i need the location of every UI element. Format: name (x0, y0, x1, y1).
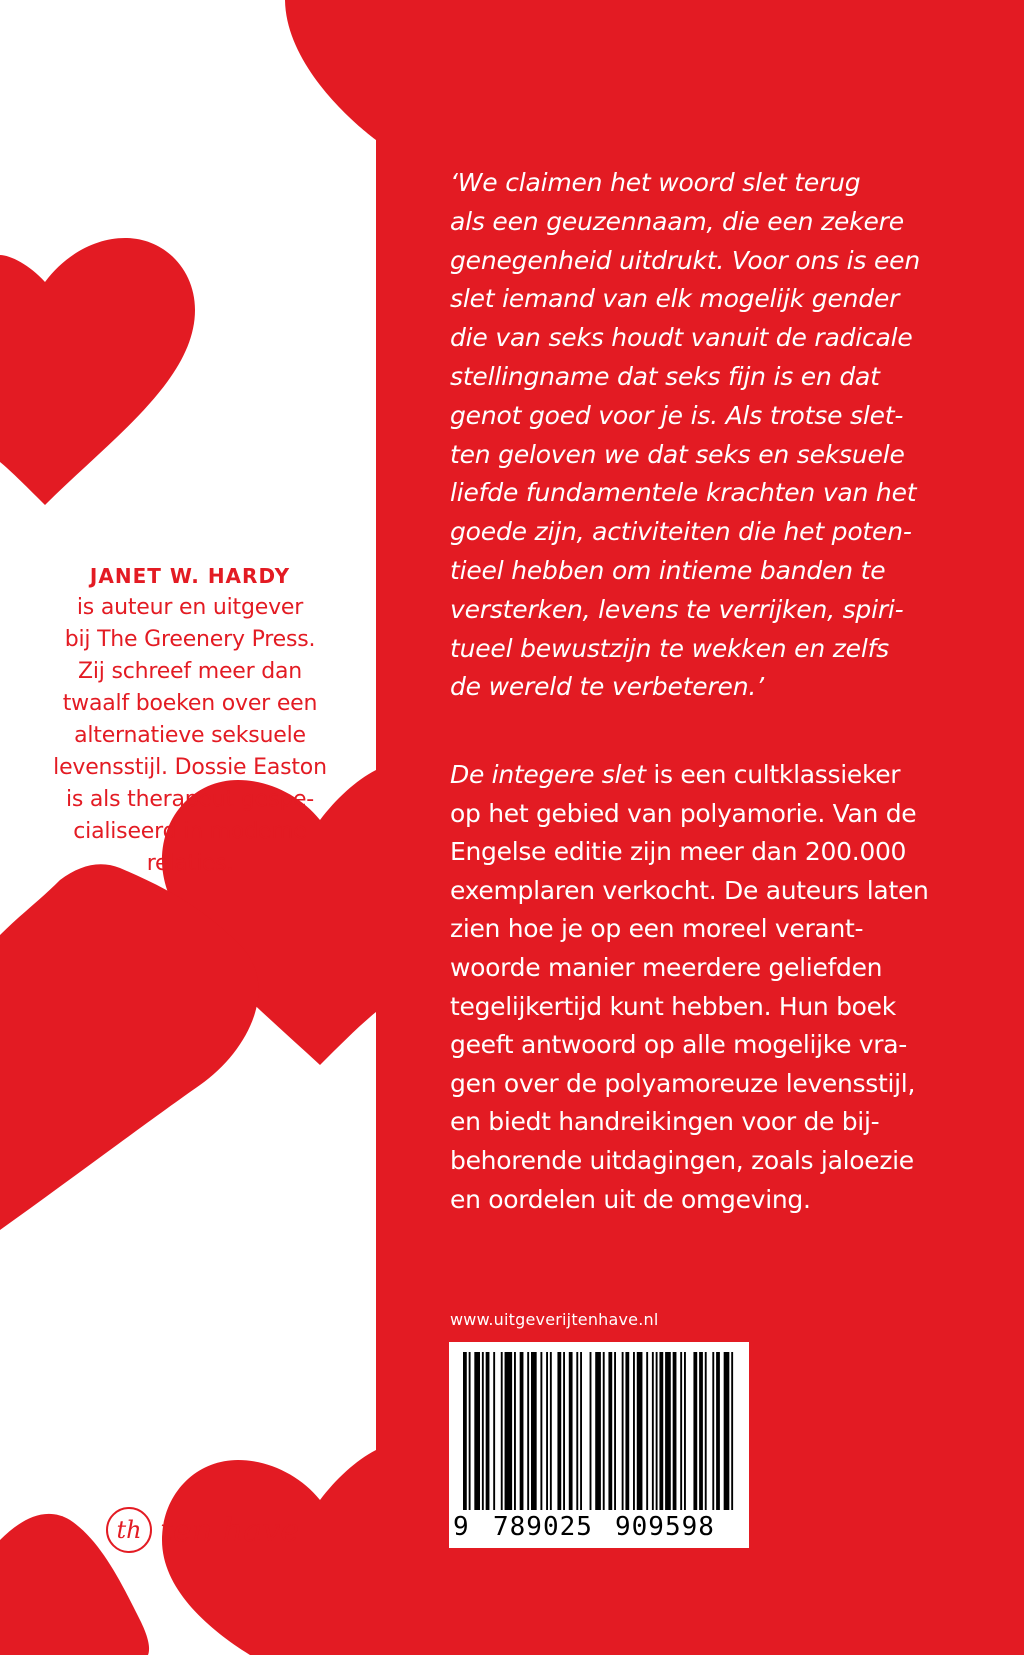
barcode-bar (580, 1352, 582, 1510)
barcode-bar (474, 1352, 480, 1510)
author-bio-line: is als therapeut gespe- (65, 787, 315, 812)
author-bio-line: twaalf boeken over een (62, 691, 318, 716)
quote-line: stellingname dat seks fijn is en dat (450, 361, 880, 391)
barcode-group-2: 909598 (615, 1512, 715, 1542)
barcode-bar (505, 1352, 513, 1510)
barcode (463, 1352, 735, 1510)
barcode-bar (527, 1352, 529, 1510)
barcode-bar (590, 1352, 592, 1510)
blurb-first-line (450, 756, 995, 795)
blurb-first-line-rest: is een cultklassieker (645, 760, 901, 789)
author-bio-line: cialiseerd in moderne (73, 819, 307, 844)
barcode-bar (633, 1352, 635, 1510)
publisher-name: ten have (160, 1511, 300, 1549)
barcode-bar (625, 1352, 629, 1510)
author-bio-line: alternatieve seksuele (74, 723, 306, 748)
blurb-line: en biedt handreikingen voor de bij- (450, 1107, 880, 1137)
barcode-bar (712, 1352, 714, 1510)
book-title: De integere slet (450, 760, 646, 789)
barcode-bar (656, 1352, 658, 1510)
barcode-bar (540, 1352, 542, 1510)
publisher-logo (106, 1500, 299, 1560)
barcode-bar (646, 1352, 648, 1510)
barcode-bar (603, 1352, 605, 1510)
barcode-bar (614, 1352, 616, 1510)
author-bio-line: is auteur en uitgever (76, 595, 304, 620)
barcode-bar (531, 1352, 537, 1510)
blurb-line: zien hoe je op een moreel verant- (450, 914, 864, 944)
blurb (450, 756, 995, 1219)
barcode-bar (680, 1352, 682, 1510)
blurb-line: gen over de polyamoreuze levensstijl, (450, 1068, 916, 1098)
barcode-bar (501, 1352, 503, 1510)
barcode-bar (716, 1352, 720, 1510)
barcode-bar (569, 1352, 573, 1510)
blurb-line: op het gebied van polyamorie. Van de (450, 798, 917, 828)
barcode-bar (637, 1352, 643, 1510)
barcode-bar (463, 1352, 467, 1510)
barcode-bar (673, 1352, 677, 1510)
quote-line: genot goed voor je is. Als trotse slet- (450, 400, 904, 430)
barcode-bar (486, 1352, 490, 1510)
barcode-bar (684, 1352, 686, 1510)
barcode-panel (449, 1342, 749, 1548)
barcode-bar (622, 1352, 624, 1510)
barcode-bar (520, 1352, 524, 1510)
barcode-bar (659, 1352, 663, 1510)
publisher-website: www.uitgeverijtenhave.nl (450, 1310, 659, 1329)
blurb-line: woorde manier meerdere geliefden (450, 952, 883, 982)
barcode-bar (608, 1352, 612, 1510)
barcode-bar (482, 1352, 484, 1510)
barcode-bar (595, 1352, 601, 1510)
barcode-group-1: 789025 (493, 1512, 593, 1542)
blurb-line: exemplaren verkocht. De auteurs laten (450, 875, 929, 905)
blurb-line: en oordelen uit de omgeving. (450, 1184, 811, 1214)
quote-line: tueel bewustzijn te wekken en zelfs (450, 633, 890, 663)
author-bio (40, 560, 340, 880)
blurb-line: geeft antwoord op alle mogelijke vra- (450, 1030, 908, 1060)
barcode-bar (705, 1352, 707, 1510)
barcode-bar (563, 1352, 565, 1510)
quote-line: slet iemand van elk mogelijk gender (450, 284, 900, 314)
barcode-bar (731, 1352, 733, 1510)
quote-line: de wereld te verbeteren.’ (450, 672, 764, 702)
barcode-bar (693, 1352, 697, 1510)
barcode-bar (546, 1352, 548, 1510)
quote-line: als een geuzennaam, die een zekere (450, 206, 904, 236)
author-bio-line: Zij schreef meer dan (77, 659, 303, 684)
quote-line: die van seks houdt vanuit de radicale (450, 323, 913, 353)
barcode-digits (449, 1510, 749, 1544)
quote-line: ten geloven we dat seks en seksuele (450, 439, 905, 469)
blurb-line: behorende uitdagingen, zoals jaloezie (450, 1145, 914, 1175)
quote-line: versterken, levens te verrijken, spiri- (450, 594, 904, 624)
quote (450, 164, 995, 707)
barcode-bar (514, 1352, 516, 1510)
barcode-bar (493, 1352, 495, 1510)
barcode-bar (469, 1352, 471, 1510)
publisher-mark: th (106, 1507, 152, 1553)
barcode-bar (576, 1352, 578, 1510)
heart-left-top (0, 238, 195, 505)
author-bio-line: levensstijl. Dossie Easton (53, 755, 327, 780)
blurb-line: Engelse editie zijn meer dan 200.000 (450, 837, 907, 867)
barcode-bar (724, 1352, 730, 1510)
barcode-bar (557, 1352, 561, 1510)
quote-line: genegenheid uitdrukt. Voor ons is een (450, 245, 921, 275)
barcode-bar (652, 1352, 654, 1510)
quote-line: tieel hebben om intieme banden te (450, 555, 886, 585)
author-bio-line: relaties. (146, 851, 234, 876)
barcode-bar (699, 1352, 703, 1510)
blurb-line: tegelijkertijd kunt hebben. Hun boek (450, 991, 896, 1021)
author-bio-line: bij The Greenery Press. (64, 627, 316, 652)
barcode-lead-digit: 9 (453, 1512, 469, 1542)
barcode-bar (550, 1352, 552, 1510)
quote-line: liefde fundamentele krachten van het (450, 478, 917, 508)
quote-line: ‘We claimen het woord slet terug (450, 168, 861, 197)
quote-line: goede zijn, activiteiten die het poten- (450, 517, 912, 547)
author-name: JANET W. HARDY (89, 564, 291, 588)
barcode-bar (665, 1352, 671, 1510)
